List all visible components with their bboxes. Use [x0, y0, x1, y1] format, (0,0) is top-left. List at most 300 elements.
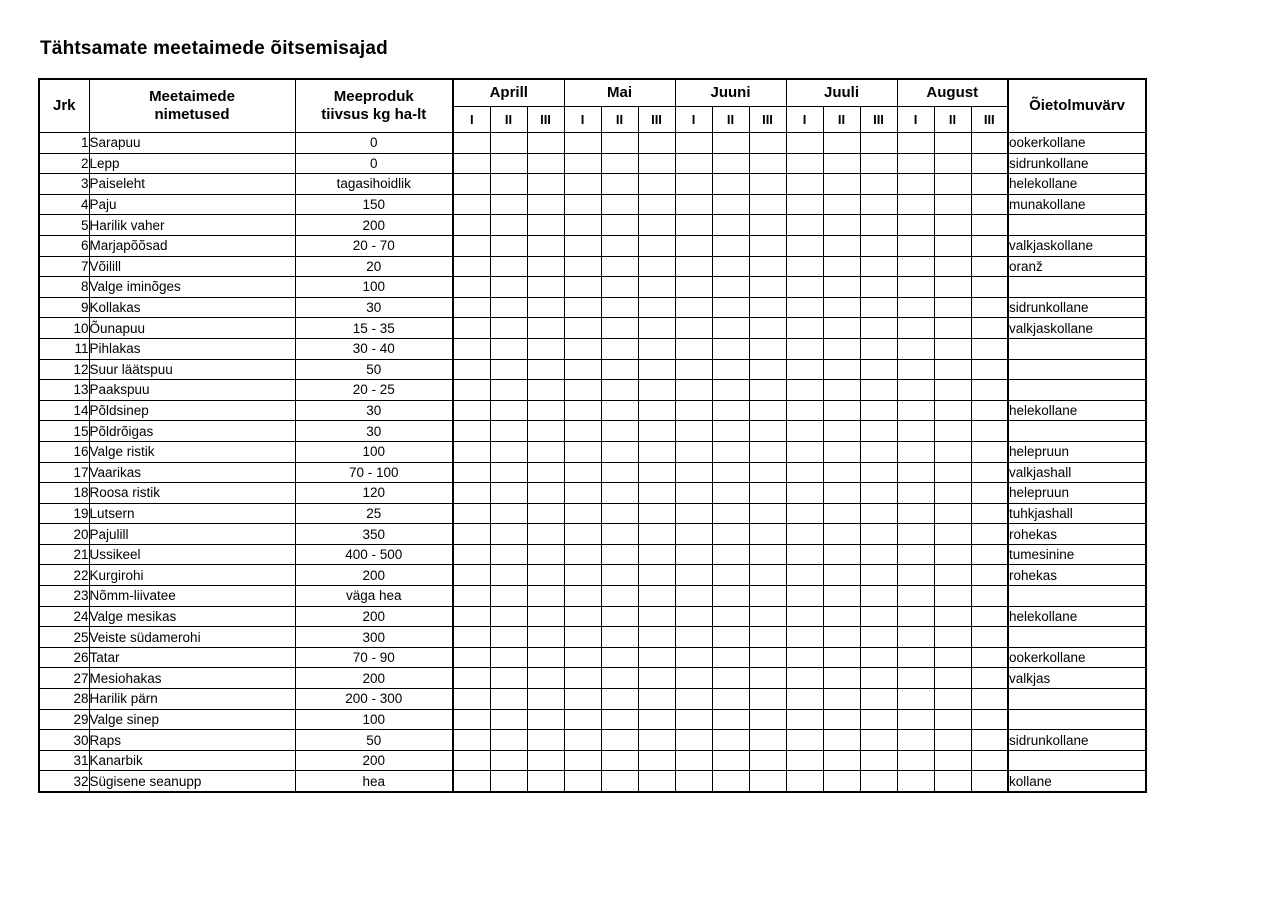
cell-plant-name: Kurgirohi	[89, 565, 295, 586]
cell-pollen-color: ookerkollane	[1008, 133, 1146, 154]
bloom-cell-empty	[638, 153, 675, 174]
bloom-cell-empty	[934, 544, 971, 565]
bloom-cell-empty	[638, 709, 675, 730]
bloom-cell-empty	[601, 441, 638, 462]
bloom-cell-empty	[897, 277, 934, 298]
bloom-cell-empty	[749, 256, 786, 277]
bloom-cell-filled	[860, 647, 897, 668]
table-row	[39, 503, 1146, 524]
cell-jrk: 28	[39, 689, 89, 710]
bloom-cell-empty	[934, 235, 971, 256]
bloom-cell-filled	[897, 647, 934, 668]
bloom-cell-empty	[749, 318, 786, 339]
bloom-cell-empty	[453, 400, 490, 421]
bloom-cell-empty	[786, 730, 823, 751]
bloom-cell-empty	[860, 380, 897, 401]
cell-jrk: 2	[39, 153, 89, 174]
bloom-cell-empty	[786, 668, 823, 689]
bloom-cell-empty	[823, 194, 860, 215]
cell-jrk: 18	[39, 483, 89, 504]
table-row	[39, 421, 1146, 442]
bloom-cell-filled	[749, 400, 786, 421]
column-header-month-august: August	[897, 79, 1008, 106]
header-row-months	[39, 79, 1146, 106]
bloom-cell-empty	[453, 215, 490, 236]
cell-plant-name: Veiste südamerohi	[89, 627, 295, 648]
bloom-cell-empty	[971, 318, 1008, 339]
bloom-cell-filled	[823, 668, 860, 689]
bloom-cell-filled	[749, 380, 786, 401]
bloom-cell-empty	[823, 483, 860, 504]
bloom-cell-filled	[675, 277, 712, 298]
cell-productivity: hea	[295, 771, 453, 792]
bloom-cell-empty	[527, 544, 564, 565]
bloom-cell-empty	[786, 297, 823, 318]
column-header-month-mai: Mai	[564, 79, 675, 106]
column-header-plant-name	[89, 79, 295, 133]
bloom-cell-empty	[564, 771, 601, 792]
cell-jrk: 27	[39, 668, 89, 689]
bloom-cell-empty	[490, 709, 527, 730]
bloom-cell-empty	[712, 627, 749, 648]
bloom-cell-empty	[971, 338, 1008, 359]
column-header-decade-aprill-III: III	[527, 106, 564, 133]
bloom-cell-empty	[490, 627, 527, 648]
bloom-cell-empty	[712, 215, 749, 236]
bloom-cell-empty	[453, 256, 490, 277]
cell-productivity: tagasihoidlik	[295, 174, 453, 195]
bloom-cell-empty	[527, 297, 564, 318]
bloom-cell-empty	[638, 730, 675, 751]
bloom-cell-empty	[712, 153, 749, 174]
table-row	[39, 153, 1146, 174]
cell-plant-name: Tatar	[89, 647, 295, 668]
bloom-cell-filled	[749, 441, 786, 462]
cell-pollen-color: valkjashall	[1008, 462, 1146, 483]
bloom-cell-empty	[823, 750, 860, 771]
cell-pollen-color: sidrunkollane	[1008, 297, 1146, 318]
cell-productivity: 200	[295, 750, 453, 771]
bloom-cell-empty	[638, 338, 675, 359]
column-header-decade-mai-II: II	[601, 106, 638, 133]
cell-jrk: 23	[39, 586, 89, 607]
table-row	[39, 256, 1146, 277]
bloom-cell-filled	[638, 235, 675, 256]
bloom-cell-empty	[490, 771, 527, 792]
bloom-cell-empty	[934, 318, 971, 339]
bloom-cell-empty	[453, 462, 490, 483]
bloom-cell-empty	[712, 771, 749, 792]
bloom-cell-empty	[564, 668, 601, 689]
bloom-cell-empty	[749, 606, 786, 627]
bloom-cell-empty	[860, 194, 897, 215]
bloom-cell-empty	[564, 338, 601, 359]
bloom-periods-table	[38, 78, 1147, 793]
bloom-cell-empty	[823, 277, 860, 298]
bloom-cell-empty	[453, 709, 490, 730]
bloom-cell-empty	[675, 647, 712, 668]
bloom-cell-empty	[564, 647, 601, 668]
table-row	[39, 400, 1146, 421]
bloom-cell-empty	[490, 235, 527, 256]
bloom-cell-empty	[749, 215, 786, 236]
bloom-cell-empty	[897, 524, 934, 545]
bloom-cell-empty	[527, 503, 564, 524]
bloom-cell-empty	[453, 421, 490, 442]
bloom-cell-empty	[934, 483, 971, 504]
bloom-cell-empty	[564, 586, 601, 607]
bloom-cell-empty	[601, 627, 638, 648]
bloom-cell-empty	[897, 544, 934, 565]
cell-productivity: 30 - 40	[295, 338, 453, 359]
bloom-cell-filled	[490, 194, 527, 215]
cell-productivity: 20	[295, 256, 453, 277]
bloom-cell-empty	[564, 730, 601, 751]
bloom-cell-empty	[675, 565, 712, 586]
bloom-cell-filled	[749, 544, 786, 565]
cell-plant-name: Marjapõõsad	[89, 235, 295, 256]
cell-plant-name: Pihlakas	[89, 338, 295, 359]
bloom-cell-filled	[786, 565, 823, 586]
bloom-cell-empty	[934, 277, 971, 298]
bloom-cell-empty	[490, 441, 527, 462]
bloom-cell-empty	[564, 689, 601, 710]
bloom-cell-empty	[527, 421, 564, 442]
table-row	[39, 462, 1146, 483]
bloom-cell-filled	[638, 297, 675, 318]
bloom-cell-empty	[453, 524, 490, 545]
bloom-cell-filled	[786, 503, 823, 524]
bloom-cell-empty	[786, 235, 823, 256]
bloom-cell-filled	[786, 277, 823, 298]
bloom-cell-empty	[860, 235, 897, 256]
bloom-cell-empty	[823, 256, 860, 277]
bloom-cell-empty	[823, 297, 860, 318]
bloom-cell-filled	[749, 483, 786, 504]
bloom-cell-empty	[860, 174, 897, 195]
bloom-cell-empty	[897, 235, 934, 256]
bloom-cell-empty	[675, 235, 712, 256]
cell-jrk: 16	[39, 441, 89, 462]
bloom-cell-empty	[453, 380, 490, 401]
bloom-cell-empty	[971, 441, 1008, 462]
bloom-cell-filled	[675, 462, 712, 483]
bloom-cell-empty	[934, 400, 971, 421]
bloom-cell-filled	[675, 256, 712, 277]
bloom-cell-empty	[601, 153, 638, 174]
bloom-cell-empty	[638, 380, 675, 401]
bloom-cell-empty	[971, 256, 1008, 277]
cell-jrk: 24	[39, 606, 89, 627]
bloom-cell-empty	[712, 606, 749, 627]
bloom-cell-empty	[638, 565, 675, 586]
bloom-cell-filled	[823, 400, 860, 421]
bloom-cell-empty	[453, 647, 490, 668]
bloom-cell-filled	[786, 586, 823, 607]
bloom-cell-empty	[860, 524, 897, 545]
bloom-cell-filled	[897, 750, 934, 771]
bloom-cell-empty	[934, 174, 971, 195]
column-header-jrk: Jrk	[39, 79, 89, 133]
bloom-cell-filled	[638, 318, 675, 339]
cell-pollen-color	[1008, 421, 1146, 442]
bloom-cell-empty	[453, 730, 490, 751]
bloom-cell-filled	[749, 524, 786, 545]
cell-productivity: 100	[295, 709, 453, 730]
bloom-cell-empty	[897, 256, 934, 277]
bloom-cell-empty	[527, 668, 564, 689]
bloom-cell-empty	[749, 297, 786, 318]
bloom-cell-filled	[749, 462, 786, 483]
cell-jrk: 17	[39, 462, 89, 483]
cell-plant-name: Kollakas	[89, 297, 295, 318]
bloom-cell-empty	[453, 668, 490, 689]
cell-productivity: 20 - 25	[295, 380, 453, 401]
bloom-cell-empty	[527, 359, 564, 380]
bloom-cell-filled	[527, 194, 564, 215]
bloom-cell-empty	[823, 174, 860, 195]
bloom-cell-empty	[675, 215, 712, 236]
bloom-cell-empty	[453, 483, 490, 504]
bloom-cell-empty	[527, 318, 564, 339]
cell-pollen-color: helepruun	[1008, 483, 1146, 504]
cell-pollen-color: kollane	[1008, 771, 1146, 792]
bloom-cell-empty	[712, 586, 749, 607]
bloom-cell-empty	[527, 565, 564, 586]
cell-productivity: 100	[295, 277, 453, 298]
cell-jrk: 29	[39, 709, 89, 730]
bloom-cell-filled	[675, 441, 712, 462]
bloom-cell-empty	[897, 153, 934, 174]
bloom-cell-empty	[490, 750, 527, 771]
bloom-cell-empty	[823, 235, 860, 256]
bloom-cell-empty	[564, 153, 601, 174]
bloom-cell-filled	[860, 544, 897, 565]
cell-plant-name: Suur läätspuu	[89, 359, 295, 380]
cell-plant-name: Sügisene seanupp	[89, 771, 295, 792]
bloom-cell-empty	[860, 277, 897, 298]
bloom-cell-empty	[490, 503, 527, 524]
bloom-cell-filled	[897, 668, 934, 689]
cell-jrk: 22	[39, 565, 89, 586]
bloom-cell-empty	[490, 668, 527, 689]
bloom-cell-empty	[490, 338, 527, 359]
bloom-cell-empty	[527, 235, 564, 256]
cell-jrk: 13	[39, 380, 89, 401]
bloom-cell-filled	[490, 174, 527, 195]
bloom-cell-empty	[823, 441, 860, 462]
bloom-cell-empty	[638, 400, 675, 421]
bloom-cell-filled	[490, 153, 527, 174]
bloom-cell-filled	[860, 606, 897, 627]
bloom-cell-filled	[712, 421, 749, 442]
bloom-cell-empty	[712, 750, 749, 771]
column-header-decade-aprill-II: II	[490, 106, 527, 133]
bloom-cell-empty	[823, 421, 860, 442]
bloom-cell-filled	[860, 730, 897, 751]
table-row	[39, 689, 1146, 710]
bloom-cell-empty	[971, 606, 1008, 627]
bloom-cell-filled	[601, 235, 638, 256]
bloom-cell-filled	[786, 441, 823, 462]
bloom-cell-filled	[823, 586, 860, 607]
cell-jrk: 25	[39, 627, 89, 648]
table-row	[39, 133, 1146, 154]
bloom-cell-empty	[601, 400, 638, 421]
bloom-cell-empty	[971, 730, 1008, 751]
table-row	[39, 750, 1146, 771]
bloom-cell-filled	[527, 153, 564, 174]
cell-pollen-color	[1008, 277, 1146, 298]
bloom-cell-empty	[453, 441, 490, 462]
bloom-cell-empty	[601, 483, 638, 504]
table-row	[39, 627, 1146, 648]
bloom-cell-empty	[860, 153, 897, 174]
bloom-cell-filled	[712, 503, 749, 524]
bloom-cell-filled	[675, 380, 712, 401]
bloom-cell-empty	[786, 689, 823, 710]
cell-plant-name: Valge mesikas	[89, 606, 295, 627]
cell-productivity: 70 - 100	[295, 462, 453, 483]
bloom-cell-empty	[897, 503, 934, 524]
bloom-cell-filled	[564, 174, 601, 195]
bloom-cell-empty	[749, 153, 786, 174]
bloom-cell-empty	[860, 462, 897, 483]
bloom-cell-empty	[971, 689, 1008, 710]
cell-jrk: 21	[39, 544, 89, 565]
cell-productivity: 25	[295, 503, 453, 524]
column-header-decade-juuni-III: III	[749, 106, 786, 133]
column-header-decade-juuni-II: II	[712, 106, 749, 133]
cell-plant-name: Sarapuu	[89, 133, 295, 154]
bloom-cell-empty	[749, 174, 786, 195]
bloom-cell-filled	[675, 421, 712, 442]
bloom-cell-empty	[601, 647, 638, 668]
table-row	[39, 338, 1146, 359]
bloom-cell-filled	[934, 771, 971, 792]
bloom-cell-empty	[601, 421, 638, 442]
bloom-cell-filled	[786, 606, 823, 627]
bloom-cell-empty	[786, 215, 823, 236]
bloom-cell-filled	[860, 750, 897, 771]
bloom-cell-empty	[749, 689, 786, 710]
bloom-cell-empty	[601, 503, 638, 524]
bloom-cell-empty	[527, 709, 564, 730]
bloom-cell-filled	[934, 750, 971, 771]
column-header-month-juuli: Juuli	[786, 79, 897, 106]
bloom-cell-empty	[712, 318, 749, 339]
bloom-cell-empty	[490, 544, 527, 565]
column-header-pollen-color: Õietolmuvärv	[1008, 79, 1146, 133]
bloom-cell-empty	[527, 133, 564, 154]
cell-productivity: 400 - 500	[295, 544, 453, 565]
bloom-cell-empty	[601, 668, 638, 689]
table-row	[39, 380, 1146, 401]
bloom-cell-filled	[786, 462, 823, 483]
bloom-cell-empty	[749, 586, 786, 607]
bloom-cell-filled	[786, 524, 823, 545]
bloom-cell-empty	[490, 565, 527, 586]
cell-plant-name: Raps	[89, 730, 295, 751]
bloom-cell-filled	[823, 565, 860, 586]
bloom-cell-empty	[601, 771, 638, 792]
cell-plant-name: Harilik vaher	[89, 215, 295, 236]
bloom-cell-filled	[675, 297, 712, 318]
bloom-cell-empty	[712, 133, 749, 154]
cell-plant-name: Harilik pärn	[89, 689, 295, 710]
column-header-productivity-line2: tiivsus kg ha-lt	[321, 106, 427, 123]
bloom-cell-empty	[934, 380, 971, 401]
cell-jrk: 31	[39, 750, 89, 771]
cell-plant-name: Lutsern	[89, 503, 295, 524]
table-header	[39, 79, 1146, 133]
bloom-cell-empty	[564, 606, 601, 627]
bloom-cell-empty	[527, 441, 564, 462]
cell-plant-name: Paiseleht	[89, 174, 295, 195]
bloom-cell-filled	[786, 483, 823, 504]
bloom-cell-empty	[490, 380, 527, 401]
column-header-decade-aprill-I: I	[453, 106, 490, 133]
bloom-cell-empty	[453, 503, 490, 524]
bloom-cell-empty	[934, 524, 971, 545]
bloom-cell-empty	[564, 544, 601, 565]
bloom-cell-empty	[971, 709, 1008, 730]
cell-plant-name: Põldsinep	[89, 400, 295, 421]
bloom-cell-empty	[971, 647, 1008, 668]
cell-productivity: 200 - 300	[295, 689, 453, 710]
bloom-cell-empty	[712, 194, 749, 215]
bloom-cell-empty	[897, 380, 934, 401]
bloom-cell-empty	[786, 750, 823, 771]
bloom-cell-empty	[453, 586, 490, 607]
column-header-decade-juuli-III: III	[860, 106, 897, 133]
bloom-cell-filled	[601, 277, 638, 298]
bloom-cell-filled	[601, 256, 638, 277]
bloom-cell-filled	[527, 174, 564, 195]
bloom-cell-empty	[749, 338, 786, 359]
bloom-cell-empty	[934, 709, 971, 730]
bloom-cell-empty	[860, 421, 897, 442]
bloom-cell-empty	[971, 194, 1008, 215]
bloom-cell-empty	[971, 359, 1008, 380]
bloom-cell-empty	[675, 133, 712, 154]
bloom-cell-empty	[638, 441, 675, 462]
bloom-cell-filled	[712, 359, 749, 380]
bloom-cell-empty	[971, 586, 1008, 607]
cell-pollen-color: valkjaskollane	[1008, 318, 1146, 339]
cell-jrk: 14	[39, 400, 89, 421]
cell-productivity: 100	[295, 441, 453, 462]
bloom-cell-empty	[453, 627, 490, 648]
cell-plant-name: Valge sinep	[89, 709, 295, 730]
column-header-decade-august-I: I	[897, 106, 934, 133]
cell-productivity: 30	[295, 400, 453, 421]
bloom-cell-empty	[638, 750, 675, 771]
bloom-cell-empty	[749, 194, 786, 215]
bloom-cell-filled	[860, 771, 897, 792]
cell-pollen-color: sidrunkollane	[1008, 153, 1146, 174]
bloom-cell-empty	[601, 544, 638, 565]
bloom-cell-filled	[860, 709, 897, 730]
bloom-cell-empty	[638, 627, 675, 648]
bloom-cell-filled	[860, 565, 897, 586]
bloom-cell-empty	[971, 277, 1008, 298]
bloom-cell-empty	[564, 277, 601, 298]
bloom-cell-empty	[712, 256, 749, 277]
table-row	[39, 730, 1146, 751]
bloom-cell-empty	[527, 380, 564, 401]
bloom-cell-empty	[749, 709, 786, 730]
